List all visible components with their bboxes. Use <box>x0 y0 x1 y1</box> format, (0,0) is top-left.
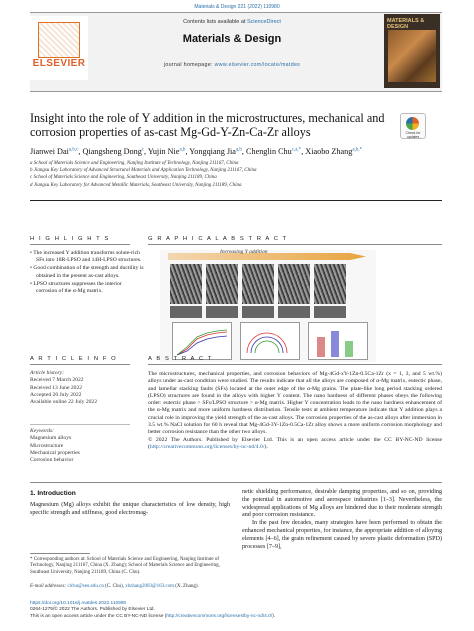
abstract-heading: A B S T R A C T <box>148 356 213 362</box>
article-title: Insight into the role of Y addition in the microstructures, mechanical and corrosion properties of as-cast Mg-Gd-Y-Zn-Ca-Zr alloys <box>30 111 385 139</box>
check-for-updates-icon[interactable] <box>400 113 426 139</box>
journal-homepage: journal homepage: www.elsevier.com/locate/matdes <box>163 62 301 68</box>
affiliation: d Jiangsu Key Laboratory for Advanced Metallic Materials, Southeast University, Nanjing 211189, China <box>30 182 242 188</box>
highlight-item: • The increased Y addition transforms solute-rich SFs into 18R-LPSO and 14H-LPSO structures. <box>30 250 142 264</box>
plot-drawing <box>173 323 231 359</box>
author-affiliation-marker[interactable]: c <box>141 147 145 153</box>
plot-panel <box>172 322 232 360</box>
author-list: Jianwei Dai$^{a,b,c}$, Qiangsheng Dong$^c$, Yujin Nie$^{a,b}$, Yongqiang Jia$^{a,b}$, Chenglin Chu$^{c,a,*}$, Xiaobo Zhang$^{a,b,*}$ <box>30 147 363 156</box>
highlights-heading: H I G H L I G H T S <box>30 236 110 242</box>
email-link[interactable]: clchu@seu.edu.cn <box>67 584 104 589</box>
author-name[interactable]: Xiaobo Zhang <box>305 147 353 156</box>
revised-date: Received 13 June 2022 <box>30 384 83 391</box>
micrograph-image <box>170 306 202 318</box>
open-access-line: This is an open access article under the CC BY-NC-ND license (http://creativecommons.org/licenses/by-nc-nd/4.0/). <box>30 613 276 619</box>
keyword: Corrosion behavior <box>30 457 74 464</box>
micrograph-image <box>314 264 346 304</box>
micrograph-image <box>242 306 274 318</box>
micrograph-image <box>170 264 202 304</box>
micrograph-image <box>206 264 238 304</box>
paragraph: In the past few decades, many strategies have been performed to obtain the enhanced mechanical properties, for instance, the appropriate addition of alloying elements [4–6], the grain refinement caused by severe plastic deformation (SPD) processes [7–9], <box>242 520 442 550</box>
elsevier-tree-icon <box>38 22 80 58</box>
homepage-link[interactable]: www.elsevier.com/locate/matdes <box>214 62 301 68</box>
author-affiliation-marker[interactable]: c,a,* <box>291 147 302 153</box>
license-statement: © 2022 The Authors. Published by Elsevier Ltd. This is an open access article under the CC BY-NC-ND license (http://creativecommons.org/licenses/by-nc-nd/4.0/). <box>148 436 442 450</box>
history-label: Article history: <box>30 370 65 376</box>
received-date: Received 7 March 2022 <box>30 377 84 384</box>
affiliation: b Jiangsu Key Laboratory of Advanced Structural Materials and Application Technology, Nanjing 211167, China <box>30 168 257 174</box>
affiliation: c School of Materials Science and Engineering, Southeast University, Nanjing 211189, China <box>30 175 217 181</box>
corresponding-author-note: * Corresponding authors at: School of Materials Science and Engineering, Nanjing Institute of Technology, Nanjing 211167, China (X. Zhang); School of Materials Science and Engineering, Southeast University, Nanjing 211189, China (C. Chu). <box>30 557 220 575</box>
author-name[interactable]: Jianwei Dai <box>30 147 69 156</box>
micrograph-image <box>206 306 238 318</box>
author-name[interactable]: Yongqiang Jia <box>189 147 236 156</box>
author-name[interactable]: Yujin Nie <box>147 147 180 156</box>
doi-link[interactable]: https://doi.org/10.1016/j.matdes.2022.110980 <box>30 601 127 606</box>
graphical-abstract-figure[interactable] <box>160 250 376 362</box>
arrow-label: Increasing Y addition <box>220 249 268 255</box>
divider <box>30 244 130 245</box>
section-heading: 1. Introduction <box>30 490 76 497</box>
divider <box>30 553 90 554</box>
crossmark-icon <box>406 117 419 130</box>
email-addresses: E-mail addresses: clchu@seu.edu.cn (C. Chu), xbzhang2003@163.com (X. Zhang). <box>30 584 199 589</box>
divider <box>30 482 442 483</box>
accepted-date: Accepted 20 July 2022 <box>30 391 82 398</box>
plot-panel <box>240 322 300 360</box>
contents-line: Contents lists available at ScienceDirect <box>183 19 281 25</box>
sciencedirect-link[interactable]: ScienceDirect <box>246 19 281 25</box>
article-info-heading: A R T I C L E I N F O <box>30 356 118 362</box>
elsevier-logo[interactable] <box>30 16 88 80</box>
journal-cover[interactable] <box>384 14 440 88</box>
body-text: Magnesium (Mg) alloys exhibit the unique characteristics of low density, high specific strength and stiffness, good electromag- <box>30 502 230 516</box>
publication-footer <box>30 601 450 620</box>
divider <box>30 424 130 425</box>
article-history <box>30 370 140 406</box>
graphical-abstract-heading: G R A P H I C A L A B S T R A C T <box>148 236 288 242</box>
micrograph-image <box>314 306 346 318</box>
oa-license-link[interactable]: http://creativecommons.org/licenses/by-nc-nd/4.0/ <box>166 613 273 619</box>
plot-panel <box>308 322 368 360</box>
divider <box>148 364 442 365</box>
check-updates-label: Check for updates <box>405 131 421 139</box>
plot-drawing <box>241 323 299 359</box>
affiliations <box>30 160 450 189</box>
author-affiliation-marker[interactable]: a,b,* <box>352 147 363 153</box>
keyword: Microstructure <box>30 442 64 449</box>
divider <box>148 244 442 245</box>
body-text <box>242 489 442 551</box>
plot-drawing <box>309 323 367 359</box>
issn-line: 0264-1275/© 2022 The Authors. Published by Elsevier Ltd. <box>30 607 155 613</box>
author-affiliation-marker[interactable]: a,b <box>235 147 242 153</box>
highlights-list <box>30 250 144 296</box>
cover-title: MATERIALS & DESIGN <box>387 18 425 30</box>
author-name[interactable]: Chenglin Chu <box>246 147 292 156</box>
publisher-logo-text: ELSEVIER <box>32 58 86 69</box>
keyword: Mechanical properties <box>30 449 80 456</box>
divider <box>30 364 130 365</box>
abstract-text: The microstructures, mechanical properties, and corrosion behaviors of Mg-4Gd-xY-1Zn-0.5Ca-1Zr (x = 1, 3, and 5 wt.%) alloys under as-cast condition were studied. The results indicate that all the alloys are composed of α-Mg matrix, eutectic phase, and lamellar stacking faults (SFs) located at the outer edge of the α-Mg grains. The plate-like long period stacking ordered (LPSO) structures are found in the alloys with higher Y content. The nano hardness of different phases obeys the following order: eutectic phase > SFs/LPSO structure > α-Mg matrix. Higher Y concentration leads to the nano hardness enhancement of the α-Mg matrix and more uniform hardness distribution. Tensile tests at ambient temperature indicate that Y addition plays a crucial role in improving the yield strength of the as-cast alloys. The corrosion properties of the as-cast alloys after immersion in 3.5 wt.% NaCl solution for 60 h reveal that Mg-4Gd-3Y-1Zn-0.5Ca-1Zr alloy shows a more uniform corrosion morphology and better corrosion resistance than the other two alloys. © 2022 The Authors. Published by Elsevier Ltd. This is an open access article under the CC BY-NC-ND license (http://creativecommons.org/licenses/by-nc-nd/4.0/). <box>148 371 442 450</box>
license-link[interactable]: http://creativecommons.org/licenses/by-nc-nd/4.0/ <box>149 443 265 450</box>
online-date: Available online 22 July 2022 <box>30 399 98 406</box>
highlight-item: • LPSO structures suppresses the interior corrosion of the α-Mg matrix. <box>30 280 122 295</box>
micrograph-image <box>278 264 310 304</box>
email-link[interactable]: xbzhang2003@163.com <box>125 584 175 589</box>
keywords <box>30 428 140 464</box>
author-name[interactable]: Qiangsheng Dong <box>82 147 142 156</box>
journal-reference[interactable]: Materials & Design 221 (2022) 110980 <box>194 4 280 10</box>
journal-title[interactable]: Materials & Design <box>182 33 282 45</box>
keywords-label: Keywords: <box>30 428 55 434</box>
divider <box>30 200 442 201</box>
micrograph-image <box>278 306 310 318</box>
author-affiliation-marker[interactable]: a,b,c <box>68 147 79 153</box>
highlight-item: • Good combination of the strength and ductility is obtained in the present as-cast alloys. <box>30 265 144 279</box>
paragraph: netic shielding performance, desirable damping properties, and so on, providing the potential in automotive and aerospace industries [1–3]. Nevertheless, the widespread applications of Mg alloys are hindered due to their moderate strength and poor corrosion resistance. <box>242 489 442 519</box>
author-affiliation-marker[interactable]: a,b <box>179 147 186 153</box>
affiliation: a School of Materials Science and Engineering, Nanjing Institute of Technology, Nanjing 211167, China <box>30 161 239 166</box>
micrograph-image <box>242 264 274 304</box>
cover-image <box>388 30 436 82</box>
keyword: Magnesium alloys <box>30 435 72 442</box>
